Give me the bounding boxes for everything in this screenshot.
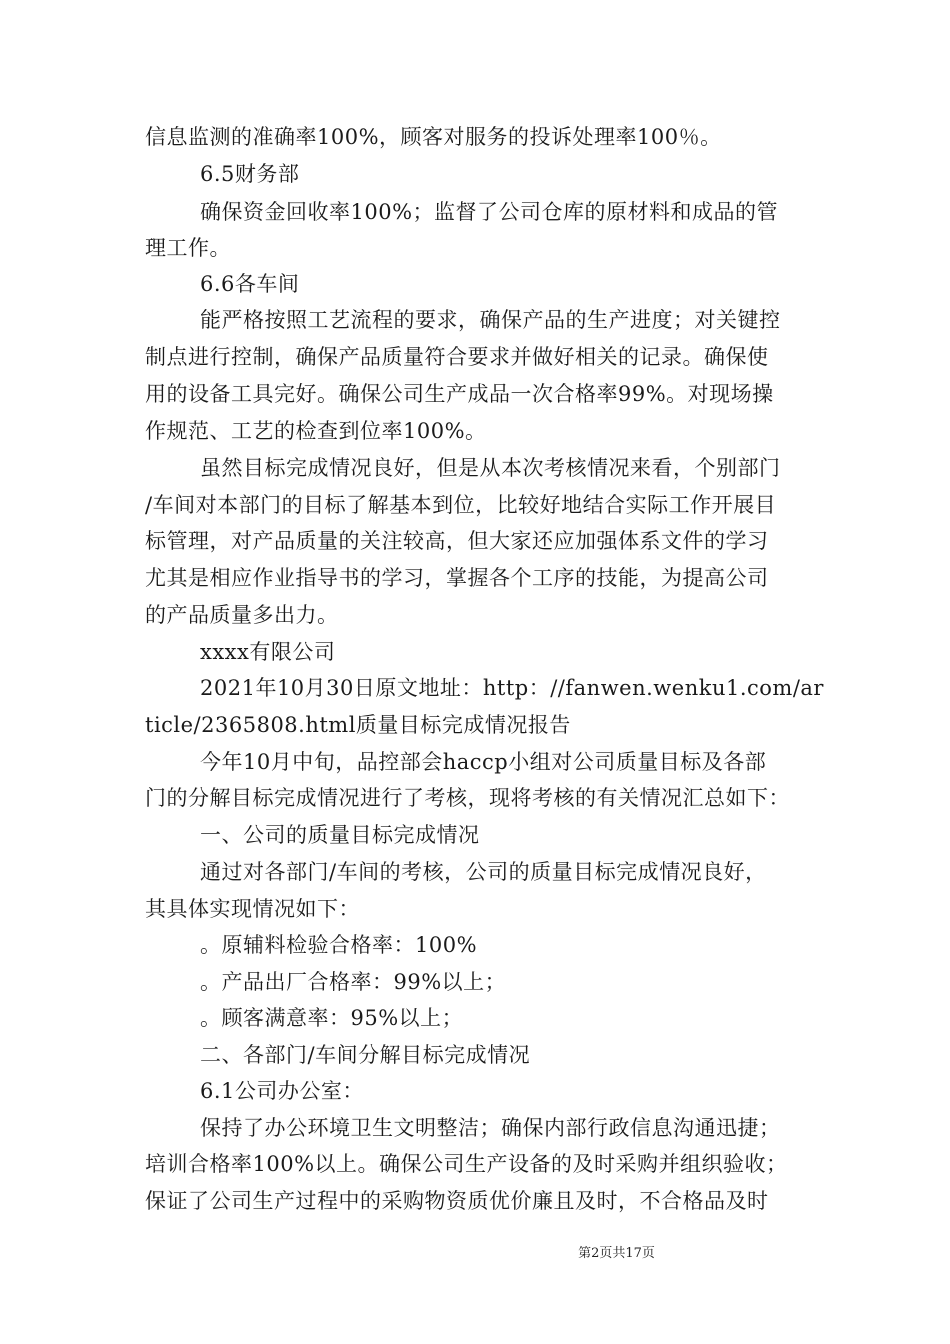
text-line: 的产品质量多出力。: [145, 603, 339, 627]
text-line: 制点进行控制，确保产品质量符合要求并做好相关的记录。确保使: [145, 345, 769, 369]
text-line: 信息监测的准确率100%，顾客对服务的投诉处理率100％。: [145, 125, 722, 149]
section-heading: 6.6各车间: [200, 272, 300, 296]
list-item: 。产品出厂合格率：99%以上；: [200, 970, 507, 994]
section-heading: 6.5财务部: [200, 162, 300, 186]
text-line: 通过对各部门/车间的考核，公司的质量目标完成情况良好，: [200, 860, 767, 884]
text-line: 作规范、工艺的检查到位率100%。: [145, 419, 487, 443]
text-line: 保持了办公环境卫生文明整洁；确保内部行政信息沟通迅捷；: [200, 1116, 781, 1140]
text-line: 用的设备工具完好。确保公司生产成品一次合格率99%。对现场操: [145, 382, 774, 406]
text-line: 理工作。: [145, 236, 231, 260]
section-heading: 二、各部门/车间分解目标完成情况: [200, 1043, 531, 1067]
text-line: 标管理，对产品质量的关注较高，但大家还应加强体系文件的学习: [145, 529, 769, 553]
text-line: ticle/2365808.html质量目标完成情况报告: [145, 713, 571, 737]
page-number: 第2页共17页: [578, 1246, 655, 1261]
text-line: 培训合格率100%以上。确保公司生产设备的及时采购并组织验收；: [145, 1152, 788, 1176]
text-line: 2021年10月30日原文地址：http：//fanwen.wenku1.com/ar: [200, 676, 824, 700]
text-line: 尤其是相应作业指导书的学习，掌握各个工序的技能，为提高公司: [145, 566, 769, 590]
text-line: 确保资金回收率100%；监督了公司仓库的原材料和成品的管: [200, 200, 779, 224]
text-line: 今年10月中旬，品控部会haccp小组对公司质量目标及各部: [200, 750, 767, 774]
text-line: 其具体实现情况如下：: [145, 897, 360, 921]
section-heading: 6.1公司办公室：: [200, 1079, 364, 1103]
company-name: xxxx有限公司: [200, 640, 336, 664]
section-heading: 一、公司的质量目标完成情况: [200, 823, 480, 847]
text-line: 门的分解目标完成情况进行了考核，现将考核的有关情况汇总如下：: [145, 786, 790, 810]
list-item: 。顾客满意率：95%以上；: [200, 1006, 464, 1030]
text-line: /车间对本部门的目标了解基本到位，比较好地结合实际工作开展目: [145, 493, 777, 517]
text-line: 保证了公司生产过程中的采购物资质优价廉且及时，不合格品及时: [145, 1189, 769, 1213]
list-item: 。原辅料检验合格率：100%: [200, 933, 478, 957]
page-footer: [0, 1245, 950, 1263]
text-line: 能严格按照工艺流程的要求，确保产品的生产进度；对关键控: [200, 308, 781, 332]
text-line: 虽然目标完成情况良好，但是从本次考核情况来看，个别部门: [200, 456, 781, 480]
